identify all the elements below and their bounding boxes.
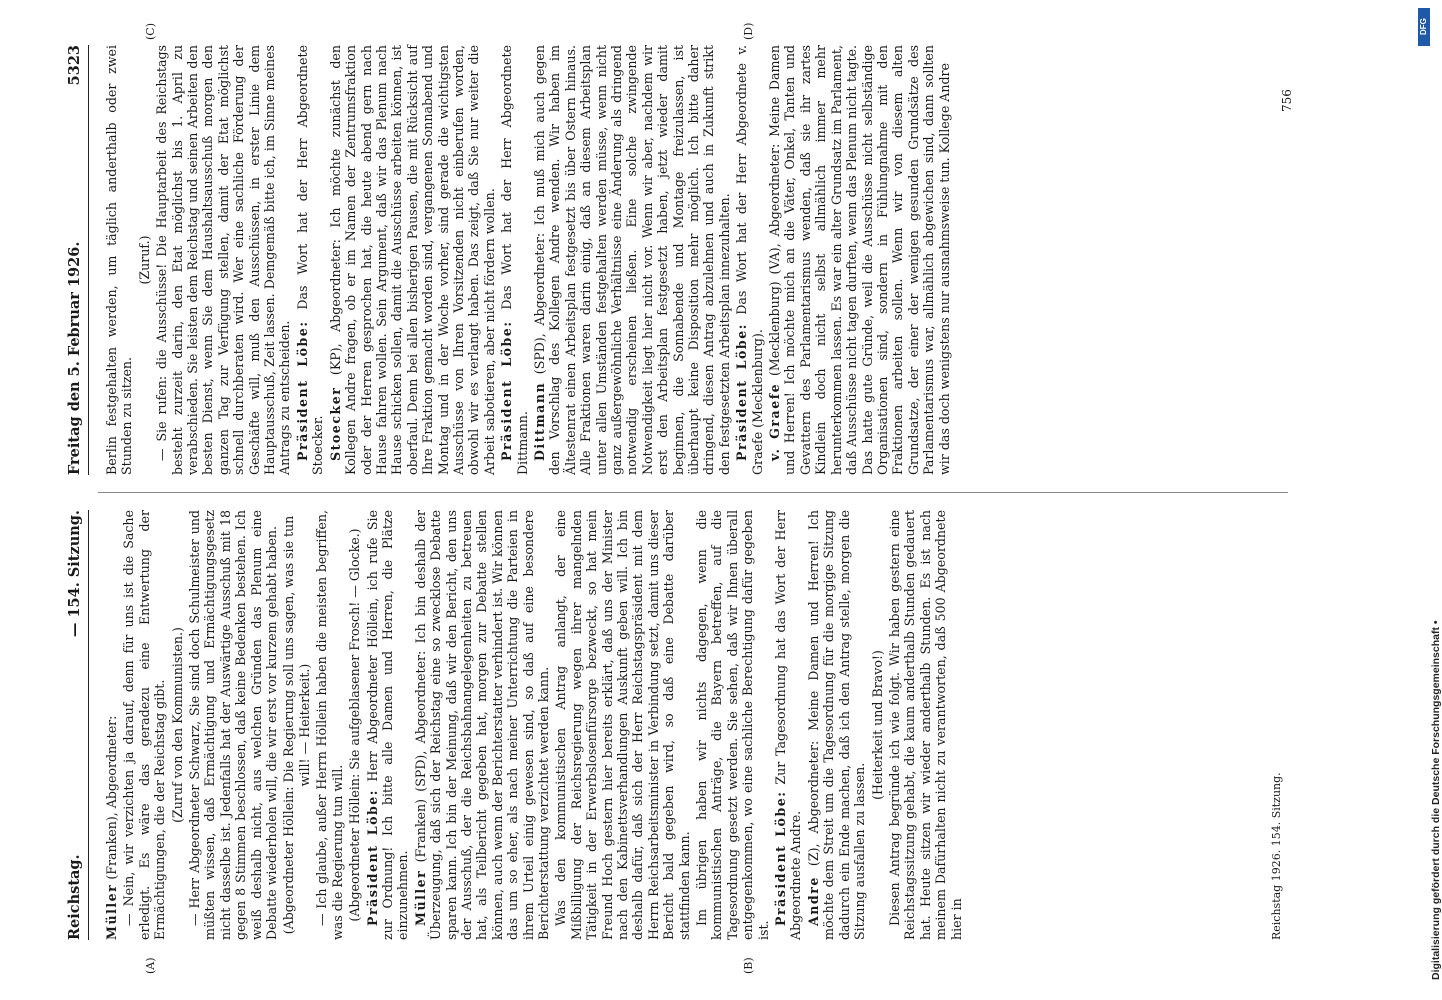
column-divider (98, 492, 1288, 493)
speaker-name: v. Graefe (767, 382, 783, 461)
paragraph (773, 510, 804, 940)
interjection: (Abgeordneter Höllein: Die Regierung soll uns sagen, was sie tun will! — Heiterkeit.) (281, 515, 312, 935)
header-session: — 154. Sitzung. (66, 510, 83, 638)
paragraph: Diesen Antrag begründe ich wie folgt. Wir haben gestern eine Reichstagssitzung gehabt, die kaum anderthalb Stunden gedauert hat. Heute sitzen wir wieder anderthalb Stunden. Es ist nach meinem Dafürhalten nicht zu verantworten, daß 500 Abgeordnete hier in (886, 510, 964, 940)
speaker-name: Stoecker (327, 386, 343, 461)
paragraph (806, 510, 868, 940)
paragraph: — Herr Abgeordneter Schwarz, Sie sind doch Schulmeister und müßten wissen, daß Ermächtigung und Ermächtigungsgesetz nicht dasselbe ist. Jedenfalls hat der Auswärtige Ausschuß mit 18 gegen 8 Stimmen beschlossen, daß keine Bedenken bestehen. Ich weiß deshalb nicht, aus welchen Gründen das Plenum eine Debatte wiederholen will, die wir erst vor kurzem gehabt haben. (187, 510, 280, 940)
speaker-suffix: (Franken), Abgeordneter: (104, 715, 119, 884)
interjection: (Abgeordneter Höllein: Sie aufgeblasener Frosch! — Glocke.) (347, 528, 363, 922)
speech-text: Zur Tagesordnung hat das Wort der Herr Abgeordnete Andre. (773, 510, 804, 940)
speaker-name: Dittmann (531, 381, 547, 461)
paragraph: — Ich glaube, außer Herrn Höllein haben die meisten begriffen, was die Regierung tun will. (314, 510, 345, 940)
left-column (104, 510, 1294, 940)
speaker-name: Präsident Löbe: (499, 320, 515, 461)
speaker-name: Präsident Löbe: (364, 789, 380, 926)
paragraph: — Sie rufen: die Ausschüsse! Die Hauptarbeit des Reichstags besteht zurzeit darin, den Etat möglichst bis 1. April zu verabschieden. Sie leisten dem Reichstag und seinen Arbeiten den besten Dienst, wenn Sie dem Haushaltsausschuß morgen den ganzen Tag zur Verfügung stellen, damit der Etat möglichst schnell durchberaten wird. Wer eine sachliche Förderung der Geschäfte will, muß den Ausschüssen, in erster Linie dem Hauptausschuß, Zeit lassen. Demgemäß bitte ich, im Sinne meines Antrags zu entscheiden. (154, 45, 293, 475)
speaker-name: Präsident Löbe: (294, 320, 310, 461)
speaker-name: Müller (104, 883, 119, 940)
paragraph (328, 45, 497, 475)
speech-text: Das Wort hat der Herr Abgeordnete v. Graefe (Mecklenburg). (734, 45, 765, 475)
speech-text: Das Wort hat der Herr Abgeordnete Dittmann. (499, 45, 530, 475)
paragraph (767, 45, 952, 475)
paragraph (532, 45, 732, 475)
paragraph: — Nein, wir verzichten ja darauf, denn für uns ist die Sache erledigt. Es wäre das geradezu eine Entwertung der Ermächtigungen, die der Reichstag gibt. (121, 510, 168, 940)
header-page-number: 5323 (66, 45, 83, 86)
speech-text: (SPD), Abgeordneter: Ich muß mich auch gegen den Vorschlag des Kollegen Andre wenden. Wir haben im Ältestenrat einen Arbeitsplan festgesetzt bis über Ostern hinaus. Alle Fraktionen waren darin einig, daß an diesem Arbeitsplan unter allen Umständen festgehalten werden müsse, wenn nicht ganz außergewöhnliche Verhältnisse eine Änderung als dringend notwendig erscheinen ließen. Eine solche zwingende Notwendigkeit liegt hier nicht vor. Wenn wir aber, nachdem wir erst den Arbeitsplan festgesetzt haben, jetzt wieder damit beginnen, die Sonnabende und Montage freizulassen, ist überhaupt keine Disposition mehr möglich. Ich bitte daher dringend, diesen Antrag abzulehnen und auch in Zukunft strikt den festgesetzten Arbeitsplan innezuhalten. (531, 45, 732, 475)
interjection: (Zuruf von den Kommunisten.) (169, 627, 185, 823)
speech-text: Das Wort hat der Herr Abgeordnete Stoecker. (294, 45, 326, 475)
page-footer: Reichstag 1926. 154. Sitzung. (1270, 772, 1283, 940)
speech-text: (Franken) (SPD), Abgeordneter: Ich bin deshalb der Überzeugung, daß sich der Reichstag eine so zwecklose Debatte sparen kann. Ich bin der Meinung, daß wir den Bericht, den uns der Ausschuß, der die Reichsbahnangelegenheiten zu betreuen hat, als Teilbericht gegeben hat, morgen zur Debatte stellen können, auch wenn der Berichterstatter verhindert ist. Wir können das um so eher, als nach meiner Unterrichtung die Parteien in ihrem Urteil einig gewesen sind, so daß auf eine besondere Berichterstattung verzichtet werden kann. (412, 510, 551, 940)
dfg-logo-icon: DFG (1418, 8, 1430, 46)
speaker-name: Präsident Löbe: (734, 323, 750, 461)
interjection: (Heiterkeit und Bravo!) (869, 650, 885, 800)
paragraph: Im übrigen haben wir nichts dagegen, wenn die kommunistischen Anträge, die Bayern betreffen, auf die Tagesordnung gesetzt werden. Sie sehen, daß wir Ihnen überall entgegenkommen, wo eine sachliche Berechtigung dafür gegeben ist. (694, 510, 771, 940)
margin-mark-b: (B) (742, 957, 755, 974)
paragraph (295, 45, 326, 475)
paragraph: Berlin festgehalten werden, um täglich anderthalb oder zwei Stunden zu sitzen. (104, 45, 135, 475)
page-header-left (62, 510, 89, 940)
paragraph (365, 510, 411, 940)
margin-mark-c: (C) (144, 23, 157, 40)
speech-text: (KP), Abgeordneter: Ich möchte zunächst den Kollegen Andre fragen, ob er im Namen der Zentrumsfraktion oder der Herren gesprochen hat, die heute abend gern nach Hause fahren wollen. Sein Argument, daß wir das Plenum nach Hause schicken sollen, damit die Ausschüsse arbeiten können, ist oberfaul. Denn bei allen bisherigen Pausen, die mit Rücksicht auf Ihre Fraktion gemacht worden sind, vergangenen Sonnabend und Montag und in der Woche vorher, sind gerade die wichtigsten Ausschüsse von Ihren Vorsitzenden nicht einberufen worden, obwohl wir es verlangt haben. Das zeigt, daß Sie nur weiter die Arbeit sabotieren, aber nicht fördern wollen. (327, 45, 497, 475)
right-column (104, 45, 1294, 475)
paragraph: Was den kommunistischen Antrag anlangt, der eine Mißbilligung der Reichsregierung wegen ihrer mangelnden Tätigkeit in der Erwerbslosenfürsorge bezweckt, so hat mein Freund Hoch gestern hier bereits erklärt, daß uns der Minister nach den Kabinettsverhandlungen Auskunft geben will. Ich bin deshalb dafür, daß sich der Herr Reichstagspräsident mit dem Herrn Reichsarbeitsminister in Verbindung setzt, damit uns dieser Bericht bald gegeben wird, so daß eine Debatte darüber stattfinden kann. (553, 510, 692, 940)
rotated-page (52, 20, 1302, 980)
page-header-right (62, 45, 89, 475)
digitization-credit-text: Digitalisierung gefördert durch die Deutsche Forschungsgemeinschaft • (1430, 620, 1442, 980)
interjection: (Zuruf.) (136, 235, 152, 285)
speaker-name: Präsident Löbe: (773, 790, 789, 926)
paragraph (499, 45, 530, 475)
margin-mark-a: (A) (144, 957, 157, 974)
paragraph (413, 510, 552, 940)
margin-mark-d: (D) (742, 22, 755, 40)
header-date: Freitag den 5. Februar 1926. (66, 241, 83, 475)
digitization-credit (1418, 8, 1442, 992)
sheet-number: 756 (1280, 89, 1294, 112)
speaker-name: Andre (805, 876, 821, 926)
paragraph (734, 45, 765, 475)
speaker-name: Müller (412, 869, 428, 926)
speech-text: Herr Abgeordneter Höllein, ich rufe Sie zur Ordnung! Ich bitte alle Damen und Herren, die Plätze einzunehmen. (364, 510, 411, 940)
header-reichstag: Reichstag. (66, 854, 83, 940)
speech-text: (Z), Abgeordneter: Meine Damen und Herren! Ich möchte dem Streit um die Tagesordnung für die morgige Sitzung dadurch ein Ende machen, daß ich den Antrag stelle, morgen die Sitzung ausfallen zu lassen. (805, 510, 868, 940)
paragraph (104, 510, 119, 940)
speech-text: (Mecklenburg) (VA), Abgeordneter: Meine Damen und Herren! Ich möchte mich an die Väter, Onkel, Tanten und Gevattern des Parlamentarismus wenden, daß sie ihr zartes Kindlein doch nicht selbst allmählich immer mehr herunterkommen lassen. Es war ein alter Grundsatz im Parlament, daß Ausschüsse nicht tagen durften, wenn das Plenum nicht tagte. Das hatte gute Gründe, weil die Ausschüsse nicht selbständige Organisationen sind, sondern in Fühlungnahme mit den Fraktionen arbeiten sollen. Wenn wir von diesem alten Grundsatze, der einer der wenigen gesunden Grundsätze des Parlamentarismus war, allmählich abgewichen sind, dann sollten wir das doch wenigstens nur ausnahmsweise tun. Kollege Andre (767, 45, 952, 475)
